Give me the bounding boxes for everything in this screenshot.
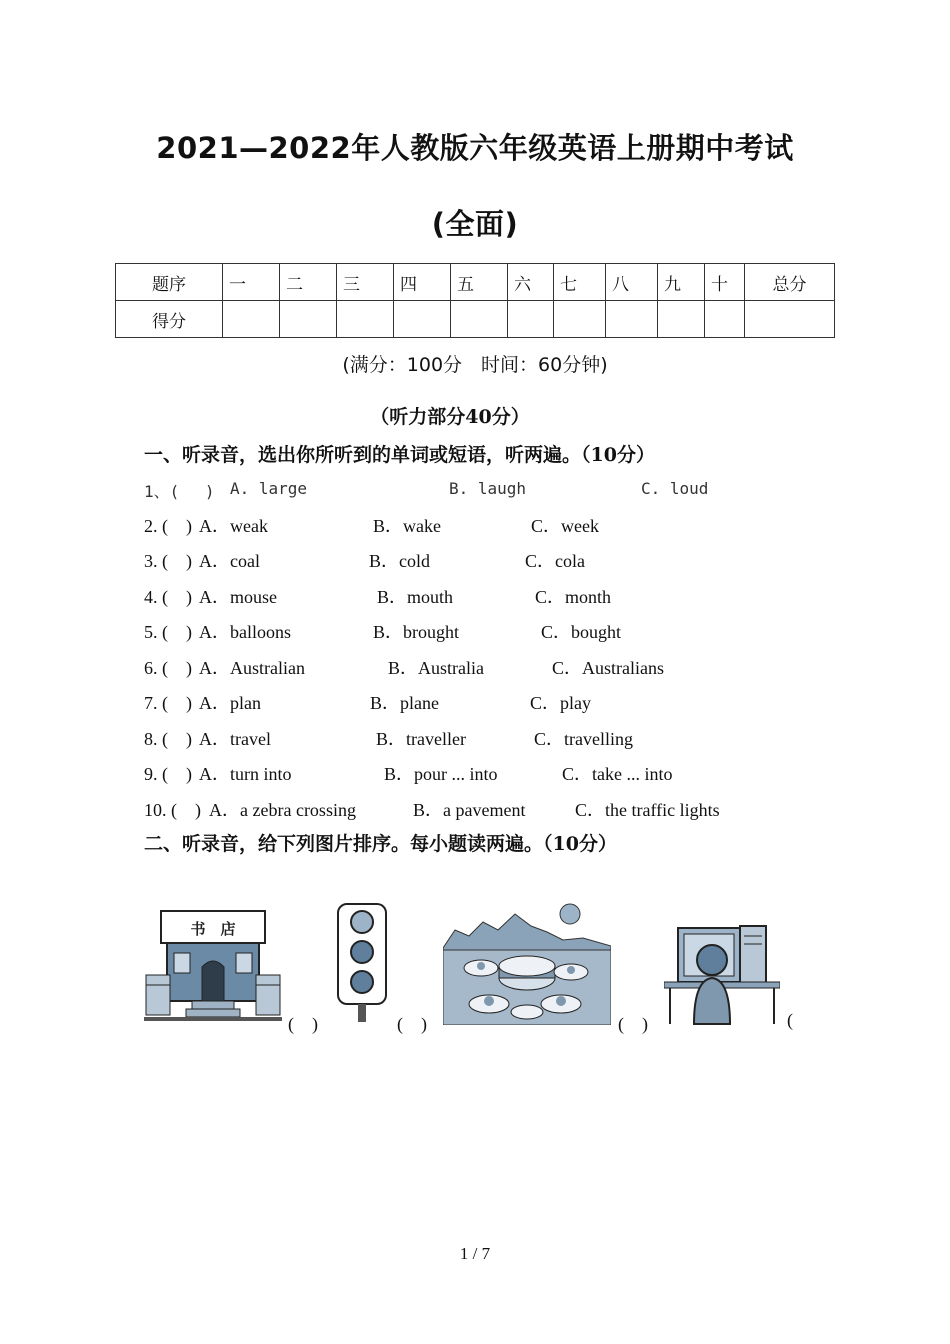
option-a: A．coal (199, 551, 260, 571)
option-b: B．plane (370, 693, 439, 713)
score-cell: 六 (508, 264, 554, 301)
score-table (115, 263, 835, 338)
option-b: B．brought (373, 622, 460, 642)
exam-meta: (满分：100分 时间：60分钟) (342, 354, 608, 376)
option-b: B. laugh (449, 479, 527, 498)
question-number: 5. ( ) (144, 622, 192, 642)
score-input-cell (508, 301, 554, 338)
question-number: 10. ( ) (144, 800, 201, 820)
score-cell: 七 (554, 264, 606, 301)
option-b: B．mouth (377, 587, 454, 607)
option-a: A．turn into (199, 764, 292, 784)
traffic-light-picture (334, 900, 390, 1025)
answer-paren-1: ( ) (288, 1014, 318, 1034)
page-number: 1 / 7 (459, 1244, 491, 1263)
answer-paren-4: ( (787, 1010, 793, 1030)
option-a: A. large (230, 479, 308, 498)
option-a: A．Australian (199, 658, 305, 678)
option-a: A．travel (199, 729, 271, 749)
score-cell: 总分 (745, 264, 835, 301)
question-number: 4. ( ) (144, 587, 192, 607)
option-c: C．cola (525, 551, 585, 571)
option-b: B．pour ... into (384, 764, 498, 784)
score-cell: 一 (223, 264, 280, 301)
score-table-score-row (116, 301, 835, 338)
score-input-cell (337, 301, 394, 338)
score-input-cell (745, 301, 835, 338)
option-c: C．travelling (534, 729, 633, 749)
option-a: A．weak (199, 516, 268, 536)
question-number: 8. ( ) (144, 729, 192, 749)
question-number: 2. ( ) (144, 516, 192, 536)
computer-girl-picture (664, 920, 780, 1026)
option-a: A．a zebra crossing (209, 800, 356, 820)
answer-paren-2: ( ) (397, 1014, 427, 1034)
bookstore-sign: 书 店 (190, 920, 236, 938)
score-input-cell (451, 301, 508, 338)
score-cell: 十 (705, 264, 745, 301)
score-cell: 八 (606, 264, 658, 301)
question-number: 7. ( ) (144, 693, 192, 713)
option-b: B．Australia (388, 658, 484, 678)
score-cell: 题序 (116, 264, 223, 301)
score-input-cell (658, 301, 705, 338)
score-input-cell (280, 301, 337, 338)
question-number: 6. ( ) (144, 658, 192, 678)
question-number: 9. ( ) (144, 764, 192, 784)
option-b: B．a pavement (413, 800, 526, 820)
score-input-cell (606, 301, 658, 338)
score-cell: 四 (394, 264, 451, 301)
option-c: C．play (530, 693, 591, 713)
score-cell: 三 (337, 264, 394, 301)
option-a: A．mouse (199, 587, 277, 607)
answer-paren-3: ( ) (618, 1014, 648, 1034)
listening-header: （听力部分40分） (370, 406, 530, 428)
score-table-header-row (116, 264, 835, 301)
option-a: A．balloons (199, 622, 291, 642)
option-c: C．bought (541, 622, 622, 642)
bookstore-picture (144, 905, 282, 1025)
page-subtitle: (全面) (431, 207, 519, 241)
score-cell: 二 (280, 264, 337, 301)
score-cell: 九 (658, 264, 705, 301)
food-table-picture (443, 900, 611, 1025)
score-input-cell (223, 301, 280, 338)
option-b: B．cold (369, 551, 430, 571)
option-c: C．month (535, 587, 612, 607)
question-number: 1、( ) (144, 482, 215, 501)
option-c: C．the traffic lights (575, 800, 720, 820)
option-b: B．traveller (376, 729, 466, 749)
option-a: A．plan (199, 693, 261, 713)
option-c: C. loud (641, 479, 709, 498)
option-b: B．wake (373, 516, 441, 536)
option-c: C．Australians (552, 658, 664, 678)
page-title: 2021—2022年人教版六年级英语上册期中考试 (156, 131, 794, 165)
question-number: 3. ( ) (144, 551, 192, 571)
option-c: C．take ... into (562, 764, 673, 784)
score-input-cell (705, 301, 745, 338)
score-input-cell (394, 301, 451, 338)
score-input-cell (554, 301, 606, 338)
score-cell: 五 (451, 264, 508, 301)
score-cell: 得分 (116, 301, 223, 338)
section-2-title: 二、听录音，给下列图片排序。每小题读两遍。（10分） (144, 833, 617, 855)
option-c: C．week (531, 516, 599, 536)
section-1-title: 一、听录音，选出你所听到的单词或短语，听两遍。（10分） (144, 444, 655, 466)
